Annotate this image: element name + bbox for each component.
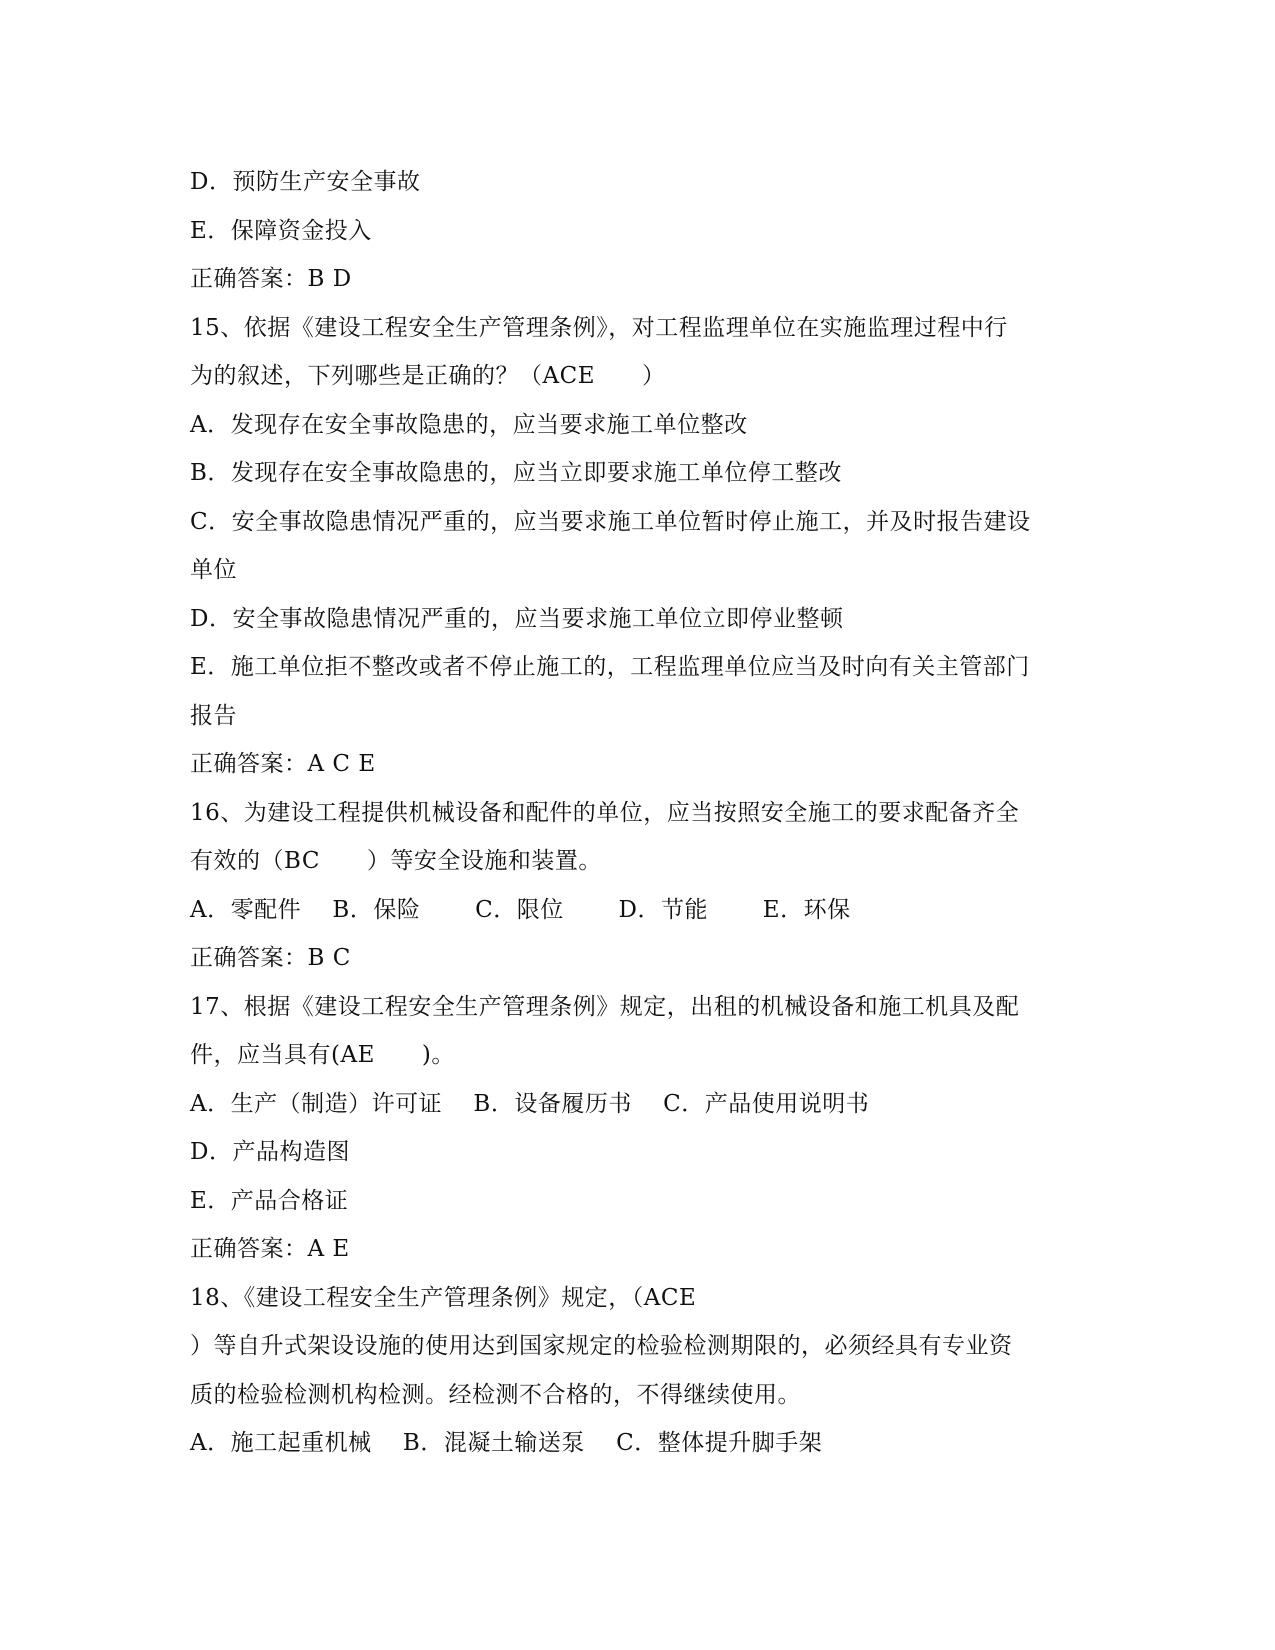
answer-line: 正确答案：B D — [190, 266, 352, 292]
option-line: D．安全事故隐患情况严重的，应当要求施工单位立即停业整顿 — [190, 605, 844, 632]
option-line: D．产品构造图 — [190, 1139, 350, 1165]
option-line: E．保障资金投入 — [190, 217, 372, 244]
option-line: E．施工单位拒不整改或者不停止施工的，工程监理单位应当及时向有关主管部门 — [190, 654, 1030, 680]
question-17-line: 17、根据《建设工程安全生产管理条例》规定，出租的机械设备和施工机具及配 — [190, 993, 1020, 1020]
option-line: A．发现存在安全事故隐患的，应当要求施工单位整改 — [190, 411, 748, 438]
question-15-line: 为的叙述，下列哪些是正确的？（ACE ） — [190, 363, 666, 389]
option-line: D．预防生产安全事故 — [190, 169, 421, 195]
question-18-line: ）等自升式架设设施的使用达到国家规定的检验检测期限的，必须经具有专业资 — [190, 1333, 1013, 1359]
option-line: A．生产（制造）许可证 B．设备履历书 C．产品使用说明书 — [190, 1090, 870, 1117]
answer-line: 正确答案：A C E — [190, 751, 376, 777]
option-line: 报告 — [190, 702, 237, 729]
option-line: A．施工起重机械 B．混凝土输送泵 C．整体提升脚手架 — [190, 1430, 823, 1456]
question-18-line: 18、《建设工程安全生产管理条例》规定，（ACE — [190, 1284, 697, 1311]
question-16-line: 16、为建设工程提供机械设备和配件的单位，应当按照安全施工的要求配备齐全 — [190, 799, 1020, 826]
option-line: E．产品合格证 — [190, 1187, 349, 1214]
document-body — [190, 158, 1090, 1468]
option-line: C．安全事故隐患情况严重的，应当要求施工单位暂时停止施工，并及时报告建设 — [190, 508, 1031, 535]
question-16-line: 有效的（BC ）等安全设施和装置。 — [190, 848, 602, 874]
question-15-line: 15、依据《建设工程安全生产管理条例》，对工程监理单位在实施监理过程中行 — [190, 314, 1008, 341]
answer-line: 正确答案：A E — [190, 1236, 350, 1262]
question-18-line: 质的检验检测机构检测。经检测不合格的，不得继续使用。 — [190, 1381, 801, 1408]
option-line: A．零配件 B．保险 C．限位 D．节能 E．环保 — [190, 896, 851, 923]
question-17-line: 件，应当具有(AE )。 — [190, 1042, 455, 1068]
answer-line: 正确答案：B C — [190, 945, 351, 971]
option-line: 单位 — [190, 557, 237, 583]
option-line: B．发现存在安全事故隐患的，应当立即要求施工单位停工整改 — [190, 460, 842, 486]
